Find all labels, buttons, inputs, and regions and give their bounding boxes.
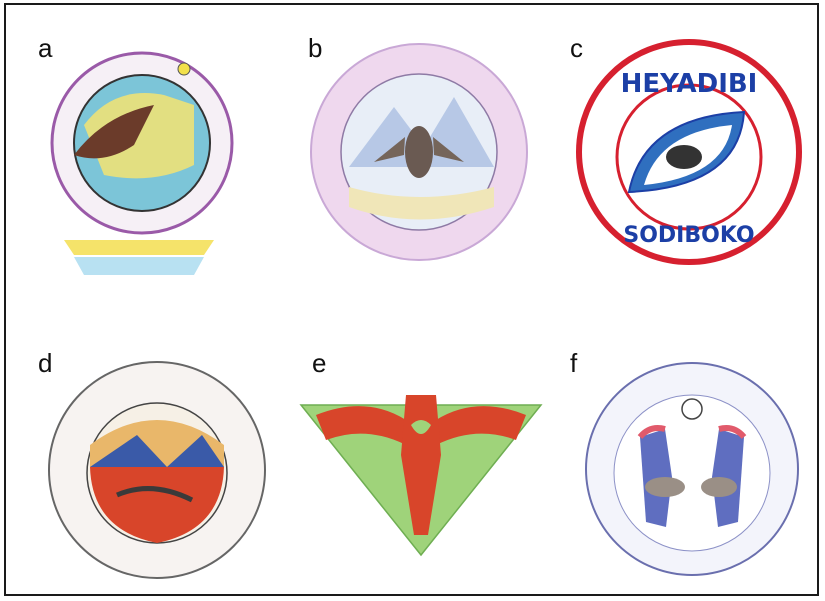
panel-label-f: f — [570, 348, 578, 378]
svg-text:HEYADIBI: HEYADIBI — [620, 69, 758, 99]
panel-label-d: d — [38, 348, 53, 378]
figure-frame — [4, 3, 819, 596]
panel-label-a: a — [38, 33, 53, 63]
panel-label-c: c — [570, 33, 583, 63]
logo-c-image — [574, 37, 804, 267]
logo-b-image — [304, 33, 534, 267]
logo-f-image — [580, 357, 804, 581]
logo-a-image — [44, 35, 244, 295]
panel-label-e: e — [312, 348, 327, 378]
panel-label-b: b — [308, 33, 323, 63]
logo-e-image — [296, 385, 546, 560]
svg-text:SODIBOKO: SODIBOKO — [623, 223, 755, 248]
logo-d-image — [42, 355, 272, 585]
